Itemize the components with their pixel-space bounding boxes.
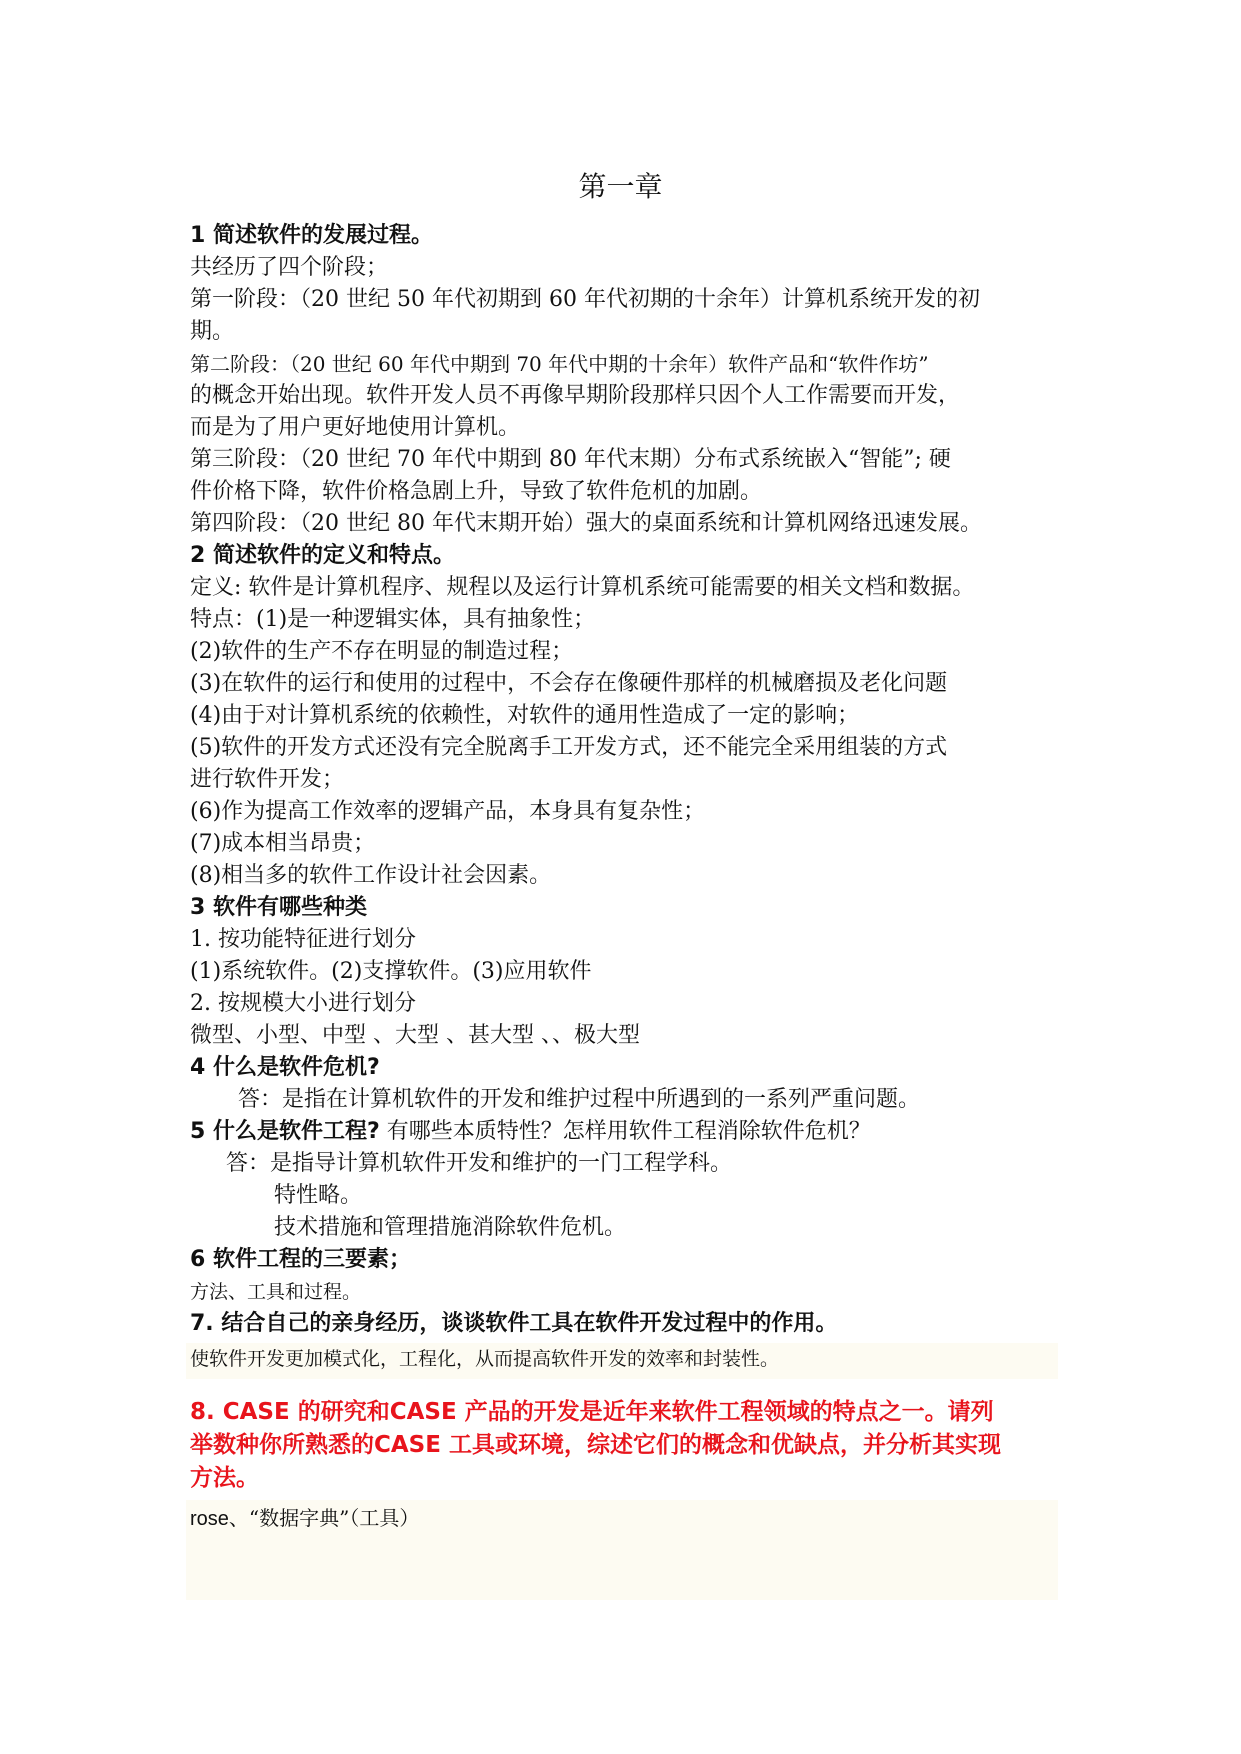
q2-line: 特点：(1)是一种逻辑实体，具有抽象性； <box>190 607 596 632</box>
q5-heading-row <box>190 1116 1070 1148</box>
q1-line: 的概念开始出现。软件开发人员不再像早期阶段那样只因个人工作需要而开发， <box>190 383 961 408</box>
q1-line: 第一阶段：（20 世纪 50 年代初期到 60 年代初期的十余年）计算机系统开发的初 <box>190 287 980 312</box>
q2-line: (6)作为提高工作效率的逻辑产品，本身具有复杂性； <box>190 799 706 824</box>
q7-answer: 使软件开发更加模式化，工程化，从而提高软件开发的效率和封装性。 <box>190 1348 780 1370</box>
q2-line: (8)相当多的软件工作设计社会因素。 <box>190 863 552 888</box>
q1-line: 第二阶段：（20 世纪 60 年代中期到 70 年代中期的十余年）软件产品和“软件作坊” <box>190 352 929 376</box>
q1-line: 共经历了四个阶段； <box>190 255 389 280</box>
q1-line: 第三阶段：（20 世纪 70 年代中期到 80 年代末期）分布式系统嵌入“智能”; 硬 <box>190 447 951 472</box>
q5-answer: 答：是指导计算机软件开发和维护的一门工程学科。 <box>226 1151 733 1176</box>
q7-heading: 7. 结合自己的亲身经历，谈谈软件工具在软件开发过程中的作用。 <box>190 1311 838 1336</box>
q1-line: 第四阶段：（20 世纪 80 年代末期开始）强大的桌面系统和计算机网络迅速发展。 <box>190 511 982 536</box>
q5-heading-rest: 有哪些本质特性？怎样用软件工程消除软件危机？ <box>386 1119 871 1144</box>
q2-line: (7)成本相当昂贵； <box>190 831 376 856</box>
q8-heading: 方法。 <box>190 1465 259 1491</box>
q6-heading: 6 软件工程的三要素； <box>190 1247 411 1272</box>
q3-heading: 3 软件有哪些种类 <box>190 895 367 920</box>
q3-line: 1. 按功能特征进行划分 <box>190 927 416 952</box>
q3-line: (1)系统软件。(2)支撑软件。(3)应用软件 <box>190 959 592 984</box>
q8-answer-rest: 、“数据字典”（工具） <box>228 1506 420 1530</box>
chapter-title: 第一章 <box>578 170 663 203</box>
q4-answer: 答：是指在计算机软件的开发和维护过程中所遇到的一系列严重问题。 <box>238 1087 921 1112</box>
q5-answer: 特性略。 <box>274 1183 363 1208</box>
q8-answer-prefix: rose <box>190 1508 229 1530</box>
q8-heading: 举数种你所熟悉的CASE 工具或环境，综述它们的概念和优缺点，并分析其实现 <box>190 1432 1001 1458</box>
q6-answer: 方法、工具和过程。 <box>190 1281 362 1303</box>
q3-line: 微型、小型、中型 、大型 、甚大型 、、极大型 <box>190 1023 640 1048</box>
q2-heading: 2 简述软件的定义和特点。 <box>190 543 455 568</box>
q2-line: 进行软件开发； <box>190 767 345 792</box>
q5-heading: 5 什么是软件工程? <box>190 1119 380 1144</box>
q5-answer: 技术措施和管理措施消除软件危机。 <box>274 1215 627 1240</box>
q2-line: (5)软件的开发方式还没有完全脱离手工开发方式，还不能完全采用组装的方式 <box>190 735 948 760</box>
q2-line: 定义: 软件是计算机程序、规程以及运行计算机系统可能需要的相关文档和数据。 <box>190 575 975 600</box>
q8-answer <box>190 1502 1070 1535</box>
q1-line: 期。 <box>190 319 235 344</box>
q1-line: 而是为了用户更好地使用计算机。 <box>190 415 521 440</box>
q8-heading: 8. CASE 的研究和CASE 产品的开发是近年来软件工程领域的特点之一。请列 <box>190 1399 994 1425</box>
q1-line: 件价格下降，软件价格急剧上升，导致了软件危机的加剧。 <box>190 479 763 504</box>
q1-heading: 1 简述软件的发展过程。 <box>190 223 433 248</box>
q2-line: (2)软件的生产不存在明显的制造过程； <box>190 639 574 664</box>
q4-heading: 4 什么是软件危机? <box>190 1055 380 1080</box>
q2-line: (4)由于对计算机系统的依赖性，对软件的通用性造成了一定的影响； <box>190 703 860 728</box>
q3-line: 2. 按规模大小进行划分 <box>190 991 416 1016</box>
q2-line: (3)在软件的运行和使用的过程中，不会存在像硬件那样的机械磨损及老化问题 <box>190 671 948 696</box>
